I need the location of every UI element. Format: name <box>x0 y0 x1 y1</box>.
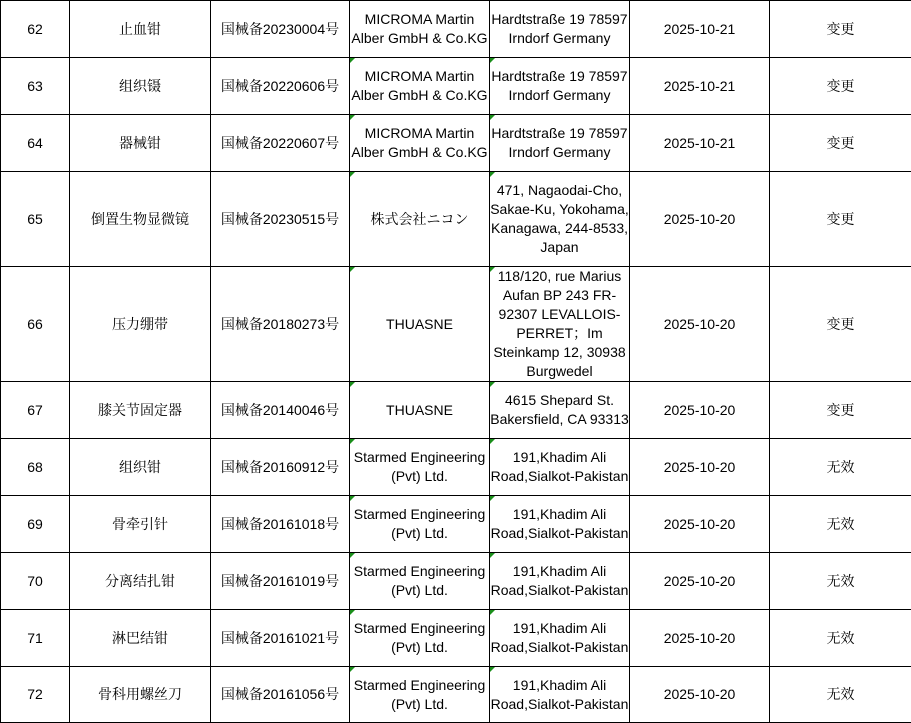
address-text: 191,Khadim Ali Road,Sialkot-Pakistan <box>491 677 629 712</box>
cell-address <box>490 172 630 267</box>
cell-product-name: 组织镊 <box>70 58 211 115</box>
address-text: Hardtstraße 19 78597 Irndorf Germany <box>491 11 627 46</box>
company-text: Starmed Engineering (Pvt) Ltd. <box>354 506 486 541</box>
cell-no: 66 <box>1 267 70 382</box>
cell-date: 2025-10-20 <box>630 496 770 553</box>
cell-address <box>490 439 630 496</box>
company-text: Starmed Engineering (Pvt) Ltd. <box>354 563 486 598</box>
cell-company <box>350 439 490 496</box>
cell-no: 62 <box>1 1 70 58</box>
address-text: 471, Nagaodai-Cho, Sakae-Ku, Yokohama, Kanagawa, 244-8533, Japan <box>490 182 629 255</box>
address-text: Hardtstraße 19 78597 Irndorf Germany <box>491 125 627 160</box>
cell-address <box>490 115 630 172</box>
cell-status: 变更 <box>770 172 911 267</box>
cell-no: 71 <box>1 610 70 667</box>
cell-status: 变更 <box>770 267 911 382</box>
cell-registration-no: 国械备20161056号 <box>211 667 350 723</box>
cell-date: 2025-10-20 <box>630 439 770 496</box>
company-text: Starmed Engineering (Pvt) Ltd. <box>354 449 486 484</box>
cell-registration-no: 国械备20161021号 <box>211 610 350 667</box>
cell-date: 2025-10-21 <box>630 1 770 58</box>
company-text: THUASNE <box>386 316 453 332</box>
table-row <box>1 172 911 267</box>
cell-product-name: 分离结扎钳 <box>70 553 211 610</box>
cell-company <box>350 496 490 553</box>
cell-date: 2025-10-21 <box>630 58 770 115</box>
cell-date: 2025-10-20 <box>630 382 770 439</box>
cell-registration-no: 国械备20230515号 <box>211 172 350 267</box>
cell-product-name: 器械钳 <box>70 115 211 172</box>
table-row <box>1 382 911 439</box>
cell-status: 无效 <box>770 610 911 667</box>
cell-address <box>490 382 630 439</box>
table-row <box>1 553 911 610</box>
company-text: MICROMA Martin Alber GmbH & Co.KG <box>351 11 487 46</box>
cell-date: 2025-10-20 <box>630 667 770 723</box>
cell-date: 2025-10-20 <box>630 553 770 610</box>
cell-status: 无效 <box>770 439 911 496</box>
cell-status: 无效 <box>770 667 911 723</box>
cell-no: 69 <box>1 496 70 553</box>
cell-product-name: 膝关节固定器 <box>70 382 211 439</box>
cell-no: 63 <box>1 58 70 115</box>
cell-company <box>350 610 490 667</box>
cell-date: 2025-10-21 <box>630 115 770 172</box>
cell-no: 70 <box>1 553 70 610</box>
cell-registration-no: 国械备20161018号 <box>211 496 350 553</box>
cell-address <box>490 496 630 553</box>
cell-status: 变更 <box>770 1 911 58</box>
cell-company <box>350 58 490 115</box>
cell-company <box>350 382 490 439</box>
cell-company <box>350 553 490 610</box>
cell-product-name: 骨牵引针 <box>70 496 211 553</box>
cell-company <box>350 172 490 267</box>
cell-no: 65 <box>1 172 70 267</box>
address-text: 191,Khadim Ali Road,Sialkot-Pakistan <box>491 506 629 541</box>
table-row <box>1 1 911 58</box>
cell-address <box>490 667 630 723</box>
cell-no: 68 <box>1 439 70 496</box>
cell-status: 无效 <box>770 553 911 610</box>
cell-company <box>350 1 490 58</box>
cell-registration-no: 国械备20180273号 <box>211 267 350 382</box>
table-row <box>1 496 911 553</box>
address-text: 118/120, rue Marius Aufan BP 243 FR-92307 LEVALLOIS-PERRET；Im Steinkamp 12, 30938 Burgwedel <box>493 268 625 379</box>
cell-no: 64 <box>1 115 70 172</box>
address-text: 191,Khadim Ali Road,Sialkot-Pakistan <box>491 449 629 484</box>
cell-registration-no: 国械备20230004号 <box>211 1 350 58</box>
company-text: THUASNE <box>386 402 453 418</box>
cell-company <box>350 667 490 723</box>
cell-registration-no: 国械备20161019号 <box>211 553 350 610</box>
cell-status: 无效 <box>770 496 911 553</box>
table-body <box>1 1 911 723</box>
cell-product-name: 倒置生物显微镜 <box>70 172 211 267</box>
cell-product-name: 组织钳 <box>70 439 211 496</box>
company-text: MICROMA Martin Alber GmbH & Co.KG <box>351 68 487 103</box>
table-row <box>1 58 911 115</box>
company-text: Starmed Engineering (Pvt) Ltd. <box>354 677 486 712</box>
cell-product-name: 骨科用螺丝刀 <box>70 667 211 723</box>
company-text: 株式会社ニコン <box>371 211 469 227</box>
cell-status: 变更 <box>770 115 911 172</box>
address-text: 191,Khadim Ali Road,Sialkot-Pakistan <box>491 620 629 655</box>
table-row <box>1 267 911 382</box>
cell-no: 72 <box>1 667 70 723</box>
cell-company <box>350 115 490 172</box>
address-text: Hardtstraße 19 78597 Irndorf Germany <box>491 68 627 103</box>
cell-no: 67 <box>1 382 70 439</box>
cell-registration-no: 国械备20140046号 <box>211 382 350 439</box>
cell-address <box>490 267 630 382</box>
address-text: 4615 Shepard St. Bakersfield, CA 93313 <box>490 392 629 427</box>
table-row <box>1 439 911 496</box>
cell-product-name: 压力绷带 <box>70 267 211 382</box>
table-row <box>1 610 911 667</box>
table-row <box>1 667 911 723</box>
cell-product-name: 淋巴结钳 <box>70 610 211 667</box>
address-text: 191,Khadim Ali Road,Sialkot-Pakistan <box>491 563 629 598</box>
cell-date: 2025-10-20 <box>630 610 770 667</box>
cell-address <box>490 610 630 667</box>
cell-status: 变更 <box>770 382 911 439</box>
cell-registration-no: 国械备20220607号 <box>211 115 350 172</box>
company-text: Starmed Engineering (Pvt) Ltd. <box>354 620 486 655</box>
cell-company <box>350 267 490 382</box>
cell-address <box>490 58 630 115</box>
cell-address <box>490 1 630 58</box>
company-text: MICROMA Martin Alber GmbH & Co.KG <box>351 125 487 160</box>
cell-status: 变更 <box>770 58 911 115</box>
cell-address <box>490 553 630 610</box>
cell-registration-no: 国械备20220606号 <box>211 58 350 115</box>
table-row <box>1 115 911 172</box>
cell-date: 2025-10-20 <box>630 172 770 267</box>
cell-product-name: 止血钳 <box>70 1 211 58</box>
cell-registration-no: 国械备20160912号 <box>211 439 350 496</box>
cell-date: 2025-10-20 <box>630 267 770 382</box>
